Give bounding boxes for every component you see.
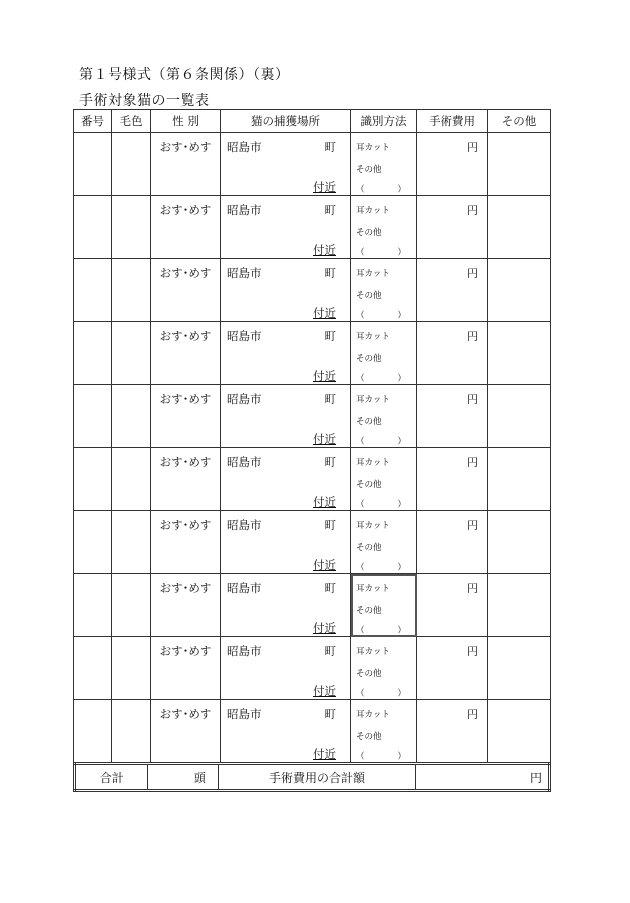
city-label: 昭島市 bbox=[227, 581, 262, 595]
totals-row bbox=[75, 764, 550, 791]
capture-location-cell[interactable] bbox=[221, 385, 351, 448]
near-label: 付近 bbox=[313, 621, 336, 635]
table-row bbox=[74, 637, 551, 700]
ear-cut-option[interactable]: 耳カット bbox=[356, 647, 390, 657]
totals-table bbox=[73, 762, 551, 792]
paren-open: （ bbox=[356, 248, 365, 258]
other-cell[interactable] bbox=[488, 259, 551, 322]
town-label: 町 bbox=[324, 266, 336, 280]
cost-total-label: 手術費用の合計額 bbox=[218, 764, 415, 791]
ear-cut-option[interactable]: 耳カット bbox=[356, 143, 390, 153]
surgery-cost-cell[interactable] bbox=[417, 322, 488, 385]
table-row bbox=[74, 322, 551, 385]
other-method-option[interactable]: その他 bbox=[356, 354, 382, 364]
sex-cell[interactable] bbox=[151, 574, 221, 637]
header-sex: 性 別 bbox=[151, 110, 221, 133]
identification-cell[interactable] bbox=[351, 700, 417, 763]
near-label: 付近 bbox=[313, 684, 336, 698]
city-label: 昭島市 bbox=[227, 644, 262, 658]
paren-close: ） bbox=[397, 374, 406, 384]
fur-color-cell[interactable] bbox=[112, 700, 151, 763]
fur-color-cell[interactable] bbox=[112, 637, 151, 700]
fur-color-cell[interactable] bbox=[112, 385, 151, 448]
identification-cell[interactable] bbox=[351, 448, 417, 511]
capture-location-cell[interactable] bbox=[221, 574, 351, 637]
paren-open: （ bbox=[356, 374, 365, 384]
yen-unit: 円 bbox=[467, 708, 478, 721]
other-cell[interactable] bbox=[488, 322, 551, 385]
table-row bbox=[74, 385, 551, 448]
identification-cell[interactable] bbox=[351, 259, 417, 322]
total-label: 合計 bbox=[75, 764, 148, 791]
town-label: 町 bbox=[324, 329, 336, 343]
cost-total-cell[interactable] bbox=[416, 764, 550, 791]
other-method-paren[interactable] bbox=[356, 183, 406, 195]
paren-open: （ bbox=[356, 311, 365, 321]
yen-unit: 円 bbox=[467, 582, 478, 595]
surgery-cost-cell[interactable] bbox=[417, 511, 488, 574]
number-cell[interactable] bbox=[74, 259, 112, 322]
identification-cell[interactable] bbox=[351, 385, 417, 448]
town-label: 町 bbox=[324, 455, 336, 469]
header-capture-location: 猫の捕獲場所 bbox=[221, 110, 351, 133]
other-cell[interactable] bbox=[488, 511, 551, 574]
capture-location-cell[interactable] bbox=[221, 259, 351, 322]
paren-close: ） bbox=[397, 248, 406, 258]
table-title: 手術対象猫の一覧表 bbox=[79, 93, 210, 109]
paren-open: （ bbox=[356, 689, 365, 699]
head-unit: 頭 bbox=[193, 770, 206, 785]
other-cell[interactable] bbox=[488, 133, 551, 196]
other-method-paren[interactable] bbox=[356, 750, 406, 762]
identification-cell[interactable] bbox=[351, 511, 417, 574]
sex-option[interactable]: おす･めす bbox=[159, 203, 212, 217]
capture-location-cell[interactable] bbox=[221, 196, 351, 259]
paren-close: ） bbox=[397, 689, 406, 699]
other-method-option[interactable]: その他 bbox=[356, 606, 382, 616]
other-method-option[interactable]: その他 bbox=[356, 732, 382, 742]
other-method-option[interactable]: その他 bbox=[356, 480, 382, 490]
sex-option[interactable]: おす･めす bbox=[159, 392, 212, 406]
sex-option[interactable]: おす･めす bbox=[159, 266, 212, 280]
yen-unit: 円 bbox=[467, 456, 478, 469]
header-other: その他 bbox=[488, 110, 551, 133]
capture-location-cell[interactable] bbox=[221, 637, 351, 700]
number-cell[interactable] bbox=[74, 637, 112, 700]
table-row bbox=[74, 700, 551, 763]
surgery-cost-cell[interactable] bbox=[417, 385, 488, 448]
paren-open: （ bbox=[356, 185, 365, 195]
other-method-paren[interactable] bbox=[356, 498, 406, 510]
paren-open: （ bbox=[356, 437, 365, 447]
other-method-option[interactable]: その他 bbox=[356, 165, 382, 175]
table-row bbox=[74, 259, 551, 322]
yen-unit: 円 bbox=[467, 141, 478, 154]
paren-close: ） bbox=[397, 437, 406, 447]
fur-color-cell[interactable] bbox=[112, 322, 151, 385]
identification-cell[interactable] bbox=[351, 637, 417, 700]
table-row bbox=[74, 448, 551, 511]
identification-cell[interactable] bbox=[351, 574, 417, 637]
capture-location-cell[interactable] bbox=[221, 700, 351, 763]
near-label: 付近 bbox=[313, 306, 336, 320]
paren-open: （ bbox=[356, 626, 365, 636]
table-row bbox=[74, 133, 551, 196]
ear-cut-option[interactable]: 耳カット bbox=[356, 206, 390, 216]
other-method-paren[interactable] bbox=[356, 372, 406, 384]
header-row bbox=[74, 110, 551, 133]
city-label: 昭島市 bbox=[227, 203, 262, 217]
paren-close: ） bbox=[397, 563, 406, 573]
other-method-option[interactable]: その他 bbox=[356, 669, 382, 679]
fur-color-cell[interactable] bbox=[112, 574, 151, 637]
surgery-cost-cell[interactable] bbox=[417, 637, 488, 700]
paren-close: ） bbox=[397, 500, 406, 510]
number-cell[interactable] bbox=[74, 196, 112, 259]
yen-unit: 円 bbox=[467, 393, 478, 406]
surgery-cost-cell[interactable] bbox=[417, 196, 488, 259]
surgery-cost-cell[interactable] bbox=[417, 133, 488, 196]
other-method-option[interactable]: その他 bbox=[356, 228, 382, 238]
yen-unit: 円 bbox=[529, 770, 542, 785]
ear-cut-option[interactable]: 耳カット bbox=[356, 584, 390, 594]
paren-open: （ bbox=[356, 752, 365, 762]
yen-unit: 円 bbox=[467, 204, 478, 217]
city-label: 昭島市 bbox=[227, 455, 262, 469]
form-title: 第１号様式（第６条関係）（裏） bbox=[79, 67, 290, 83]
town-label: 町 bbox=[324, 581, 336, 595]
other-cell[interactable] bbox=[488, 574, 551, 637]
identification-cell[interactable] bbox=[351, 133, 417, 196]
other-method-paren[interactable] bbox=[356, 561, 406, 573]
number-cell[interactable] bbox=[74, 700, 112, 763]
near-label: 付近 bbox=[313, 369, 336, 383]
other-method-paren[interactable] bbox=[356, 309, 406, 321]
fur-color-cell[interactable] bbox=[112, 133, 151, 196]
surgery-cost-cell[interactable] bbox=[417, 574, 488, 637]
ear-cut-option[interactable]: 耳カット bbox=[356, 521, 390, 531]
ear-cut-option[interactable]: 耳カット bbox=[356, 710, 390, 720]
near-label: 付近 bbox=[313, 495, 336, 509]
other-cell[interactable] bbox=[488, 700, 551, 763]
head-count-cell[interactable] bbox=[148, 764, 218, 791]
city-label: 昭島市 bbox=[227, 518, 262, 532]
sex-option[interactable]: おす･めす bbox=[159, 518, 212, 532]
number-cell[interactable] bbox=[74, 511, 112, 574]
near-label: 付近 bbox=[313, 243, 336, 257]
capture-location-cell[interactable] bbox=[221, 133, 351, 196]
other-method-paren[interactable] bbox=[356, 246, 406, 258]
number-cell[interactable] bbox=[74, 133, 112, 196]
table-row bbox=[74, 511, 551, 574]
sex-cell[interactable] bbox=[151, 637, 221, 700]
town-label: 町 bbox=[324, 392, 336, 406]
town-label: 町 bbox=[324, 203, 336, 217]
capture-location-cell[interactable] bbox=[221, 448, 351, 511]
table-row bbox=[74, 574, 551, 637]
sex-option[interactable]: おす･めす bbox=[159, 707, 212, 721]
ear-cut-option[interactable]: 耳カット bbox=[356, 395, 390, 405]
other-method-paren[interactable] bbox=[356, 687, 406, 699]
paren-close: ） bbox=[397, 752, 406, 762]
capture-location-cell[interactable] bbox=[221, 511, 351, 574]
fur-color-cell[interactable] bbox=[112, 196, 151, 259]
sex-option[interactable]: おす･めす bbox=[159, 581, 212, 595]
ear-cut-option[interactable]: 耳カット bbox=[356, 269, 390, 279]
other-method-option[interactable]: その他 bbox=[356, 291, 382, 301]
other-method-option[interactable]: その他 bbox=[356, 543, 382, 553]
city-label: 昭島市 bbox=[227, 707, 262, 721]
yen-unit: 円 bbox=[467, 645, 478, 658]
sex-option[interactable]: おす･めす bbox=[159, 329, 212, 343]
fur-color-cell[interactable] bbox=[112, 511, 151, 574]
city-label: 昭島市 bbox=[227, 329, 262, 343]
near-label: 付近 bbox=[313, 180, 336, 194]
header-surgery-cost: 手術費用 bbox=[417, 110, 488, 133]
other-cell[interactable] bbox=[488, 637, 551, 700]
paren-open: （ bbox=[356, 563, 365, 573]
paren-close: ） bbox=[397, 185, 406, 195]
other-method-option[interactable]: その他 bbox=[356, 417, 382, 427]
near-label: 付近 bbox=[313, 432, 336, 446]
paren-close: ） bbox=[397, 311, 406, 321]
surgery-cost-cell[interactable] bbox=[417, 700, 488, 763]
header-number: 番号 bbox=[74, 110, 112, 133]
identification-cell[interactable] bbox=[351, 196, 417, 259]
surgery-cost-cell[interactable] bbox=[417, 259, 488, 322]
sex-cell[interactable] bbox=[151, 700, 221, 763]
near-label: 付近 bbox=[313, 747, 336, 761]
number-cell[interactable] bbox=[74, 385, 112, 448]
table-row bbox=[74, 196, 551, 259]
yen-unit: 円 bbox=[467, 519, 478, 532]
town-label: 町 bbox=[324, 518, 336, 532]
other-cell[interactable] bbox=[488, 448, 551, 511]
sex-cell[interactable] bbox=[151, 448, 221, 511]
paren-open: （ bbox=[356, 500, 365, 510]
paren-close: ） bbox=[397, 626, 406, 636]
surgery-cost-cell[interactable] bbox=[417, 448, 488, 511]
capture-location-cell[interactable] bbox=[221, 322, 351, 385]
number-cell[interactable] bbox=[74, 574, 112, 637]
yen-unit: 円 bbox=[467, 267, 478, 280]
sex-cell[interactable] bbox=[151, 133, 221, 196]
number-cell[interactable] bbox=[74, 448, 112, 511]
sex-option[interactable]: おす･めす bbox=[159, 140, 212, 154]
other-method-paren[interactable] bbox=[356, 435, 406, 447]
header-fur-color: 毛色 bbox=[112, 110, 151, 133]
sex-cell[interactable] bbox=[151, 511, 221, 574]
yen-unit: 円 bbox=[467, 330, 478, 343]
sex-option[interactable]: おす･めす bbox=[159, 644, 212, 658]
other-cell[interactable] bbox=[488, 385, 551, 448]
sex-option[interactable]: おす･めす bbox=[159, 455, 212, 469]
cat-list-table bbox=[73, 109, 551, 763]
ear-cut-option[interactable]: 耳カット bbox=[356, 332, 390, 342]
city-label: 昭島市 bbox=[227, 140, 262, 154]
header-identification-method: 識別方法 bbox=[351, 110, 417, 133]
number-cell[interactable] bbox=[74, 322, 112, 385]
fur-color-cell[interactable] bbox=[112, 448, 151, 511]
other-method-paren[interactable] bbox=[356, 624, 406, 636]
near-label: 付近 bbox=[313, 558, 336, 572]
sex-cell[interactable] bbox=[151, 196, 221, 259]
city-label: 昭島市 bbox=[227, 266, 262, 280]
fur-color-cell[interactable] bbox=[112, 259, 151, 322]
sex-cell[interactable] bbox=[151, 322, 221, 385]
town-label: 町 bbox=[324, 140, 336, 154]
town-label: 町 bbox=[324, 644, 336, 658]
ear-cut-option[interactable]: 耳カット bbox=[356, 458, 390, 468]
other-cell[interactable] bbox=[488, 196, 551, 259]
sex-cell[interactable] bbox=[151, 385, 221, 448]
identification-cell[interactable] bbox=[351, 322, 417, 385]
sex-cell[interactable] bbox=[151, 259, 221, 322]
city-label: 昭島市 bbox=[227, 392, 262, 406]
town-label: 町 bbox=[324, 707, 336, 721]
